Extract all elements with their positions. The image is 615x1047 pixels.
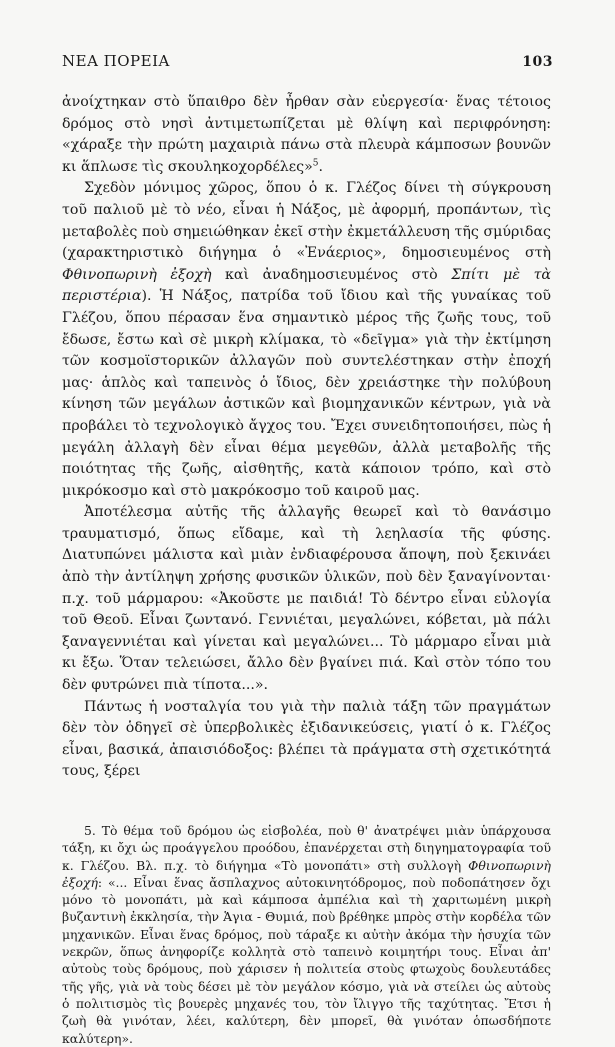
footnote-book-title: Φθινοπωρινὴ ἐξοχή <box>62 857 551 890</box>
page-number: 103 <box>522 54 553 70</box>
paragraph-1-text: ἀνοίχτηκαν στὸ ὕπαιθρο δὲν ἦρθαν σὰν εὐεργεσία· ἕνας τέτοιος δρόμος στὸ νησὶ ἀντιμετωπίζεται μὲ θλίψη καὶ περιφρόνηση: «χάραξε τὴν πρώτη μαχαιριὰ πάνω στὰ πλευρὰ κάμποσων βουνῶν κι ἅπλωσε τὶς σκουληκοχορδέλες» <box>62 94 551 175</box>
footnote-5-text-a: 5. Τὸ θέμα τοῦ δρόμου ὡς εἰσβολέα, ποὺ θ' ἀνατρέψει μιὰν ὑπάρχουσα τάξη, κι ὄχι ὡς προάγγελου προόδου, ἐπανέρχεται στὴ διηγηματογραφία τοῦ κ. Γλέζου. Βλ. π.χ. τὸ διήγημα «Τὸ μονοπάτι» στὴ συλλογὴ <box>62 823 551 873</box>
paragraph-1-end: . <box>318 158 324 175</box>
paragraph-2 <box>62 178 551 502</box>
running-title: ΝΕΑ ΠΟΡΕΙΑ <box>62 52 170 70</box>
book-title-spiti: Σπίτι μὲ τὰ περιστέρια <box>62 266 551 305</box>
footnote-ref-5[interactable]: 5 <box>312 158 319 169</box>
paragraph-3: Ἀποτέλεσμα αὐτῆς τῆς ἀλλαγῆς θεωρεῖ καὶ τὸ θανάσιμο τραυματισμό, ὅπως εἴδαμε, καὶ τὴ λεηλασία τῆς φύσης. Διατυπώνει μάλιστα καὶ μιὰν ἐνδιαφέρουσα ἄποψη, ποὺ ξεκινάει ἀπὸ τὴν ἀντίληψη χρήσης φυσικῶν ὑλικῶν, ποὺ δὲν ξαναγίνονται· π.χ. τοῦ μάρμαρου: «Ἀκοῦστε με παιδιά! Τὸ δέντρο εἶναι εὐλογία τοῦ Θεοῦ. Εἶναι ζωντανό. Γεννιέται, μεγαλώνει, κόβεται, μὰ πάλι ξαναγεννιέται καὶ γίνεται καὶ μεγαλώνει... Τὸ μάρμαρο εἶναι μιὰ κι ἔξω. Ὅταν τελειώσει, ἄλλο δὲν βγαίνει πιά. Καὶ στὸν τόπο του δὲν φυτρώνει πιὰ τίποτα...». <box>62 504 551 694</box>
paragraph-2-text-c: ). Ἡ Νάξος, πατρίδα τοῦ ἴδιου καὶ τῆς γυναίκας τοῦ Γλέζου, ὅπου πέρασαν ἕνα σημαντικὸ μέρος τῆς ζωῆς τους, τοῦ ἔδωσε, ἔστω καὶ σὲ μικρὴ κλίμακα, τὸ «δεῖγμα» γιὰ τὴν ἐκτίμηση τῶν κοσμοϊστορικῶν ἀλλαγῶν ποὺ συντελέστηκαν στὴν ἐποχή μας· ἁπλὸς καὶ ταπεινὸς ὁ ἴδιος, δὲν χρειάστηκε τὴν πολύβουη κίνηση τῶν μεγάλων ἀστικῶν καὶ βιομηχανικῶν κέντρων, γιὰ νὰ προβάλει τὸ τεχνολογικὸ ἄγχος του. Ἔχει συνειδητοποιήσει, πὼς ἡ μεγάλη ἀλλαγὴ δὲν εἶναι θέμα μεγεθῶν, ἀλλὰ μεταβολῆς τῆς ποιότητας τῆς ζωῆς, αἰσθητῆς, κατὰ κάποιον τρόπο, καὶ στὸ μικρόκοσμο καὶ στὸ μακρόκοσμο τοῦ καιροῦ μας. <box>62 288 551 499</box>
main-text <box>62 92 551 783</box>
footnote-5 <box>62 822 551 1047</box>
running-header <box>62 52 553 70</box>
book-title-fthinoporini: Φθινοπωρινὴ ἐξοχὴ <box>62 266 212 283</box>
paragraph-2-text-a: Σχεδὸν μόνιμος χῶρος, ὅπου ὁ κ. Γλέζος δίνει τὴ σύγκρουση τοῦ παλιοῦ μὲ τὸ νέο, εἶναι ἡ Νάξος, μὲ ἀφορμή, προπάντων, τὶς μεταβολὲς ποὺ σημειώθηκαν ἐκεῖ στὴν ἐκμετάλλευση τῆς σμύριδας (χαρακτηριστικὸ διήγημα ὁ «Ἐνάεριος», δημοσιευμένος στὴ <box>62 180 551 262</box>
footnotes <box>62 822 551 1047</box>
paragraph-1 <box>62 92 551 178</box>
paragraph-4: Πάντως ἡ νοσταλγία του γιὰ τὴν παλιὰ τάξη τῶν πραγμάτων δὲν τὸν ὁδηγεῖ σὲ ὑπερβολικὲς ἐξιδανικεύσεις, γιατί ὁ κ. Γλέζος εἶναι, βασικά, ἀπαισιόδοξος: βλέπει τὰ πράγματα στὴ σχετικότητά τους, ξέρει <box>62 698 551 780</box>
footnote-5-text-b: : «... Εἶναι ἕνας ἄσπλαχνος αὐτοκινητόδρομος, ποὺ ποδοπάτησεν ὄχι μόνο τὸ μονοπάτι, μὰ καὶ κάμποσα ἀμπέλια καὶ τὴ χαριτωμένη μικρὴ βυζαντινὴ ἐκκλησία, τὴν Ἁγια - Θυμιά, ποὺ βρέθηκε μπρὸς στὴν κορδέλα τῶν μηχανικῶν. Εἶναι ἕνας δρόμος, ποὺ τάραξε κι αὐτὴν ἀκόμα τὴν ἡσυχία τῶν νεκρῶν, ὅπως ἀνηφορίζε κολλητὰ στὸ ταπεινὸ κοιμητήρι τους. Εἶναι ἀπ' αὐτοὺς τοὺς δρόμους, ποὺ χάρισεν ἡ πολιτεία στοὺς φτωχοὺς δουλευτάδες τῆς γῆς, γιὰ νὰ τοὺς δέσει μὲ τὸν μεγάλον κόσμο, γιὰ νὰ στείλει ὡς αὐτοὺς ὁ πολιτισμὸς τὶς βουερὲς μηχανές του, τὸν ἴλιγγο τῆς ταχύτητας. Ἔτσι ἡ ζωὴ θὰ γινόταν, λέει, καλύτερη, δὲν μπορεῖ, θὰ γινόταν ὁπωσδήποτε καλύτερη». <box>62 874 551 1046</box>
paragraph-2-text-b: καὶ ἀναδημοσιευμένος στὸ <box>211 266 452 283</box>
